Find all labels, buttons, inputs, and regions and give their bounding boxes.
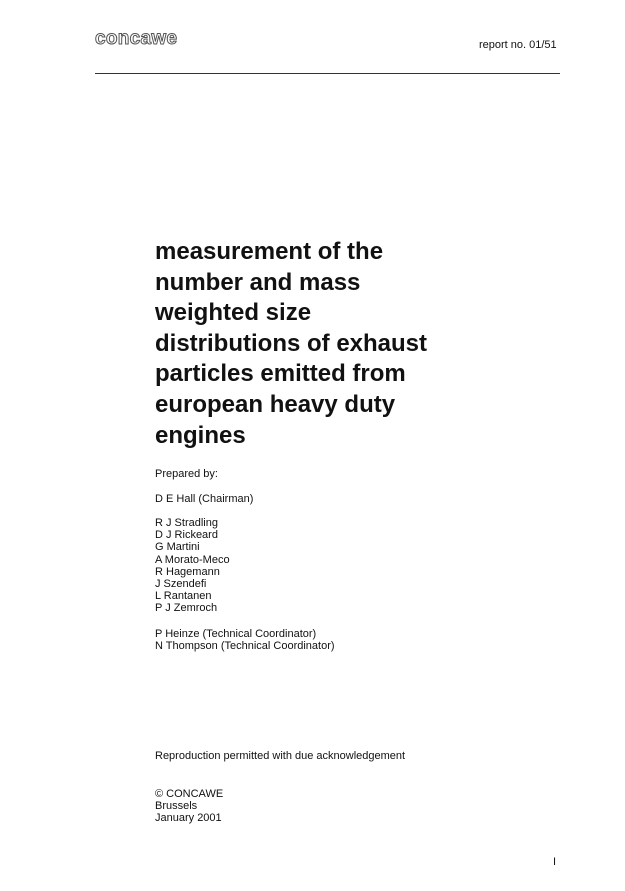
title-line: particles emitted from xyxy=(155,360,406,388)
coordinator-list xyxy=(155,628,335,652)
title-line: number and mass xyxy=(155,268,361,296)
author-name: L Rantanen xyxy=(155,590,212,603)
title-line: european heavy duty xyxy=(155,390,396,418)
coordinator-name: P Heinze (Technical Coordinator) xyxy=(155,628,317,640)
report-title xyxy=(155,237,485,451)
author-name: G Martini xyxy=(155,541,200,554)
concawe-logo: concawe xyxy=(95,28,178,49)
author-name: R Hagemann xyxy=(155,565,220,578)
reproduction-notice: Reproduction permitted with due acknowledgement xyxy=(155,750,406,762)
imprint-block xyxy=(155,788,223,825)
header-divider xyxy=(95,73,560,74)
author-name: J Szendefi xyxy=(155,578,207,591)
chairman-name: D E Hall (Chairman) xyxy=(155,493,254,505)
coordinator-name: N Thompson (Technical Coordinator) xyxy=(155,640,335,653)
title-line: weighted size xyxy=(155,299,312,327)
prepared-by-label: Prepared by: xyxy=(155,468,218,480)
author-list xyxy=(155,517,230,615)
city-line: Brussels xyxy=(155,800,198,813)
date-line: January 2001 xyxy=(155,812,222,825)
author-name: D J Rickeard xyxy=(155,529,218,542)
page-number: I xyxy=(553,856,557,868)
title-line: measurement of the xyxy=(155,238,384,265)
copyright-line: © CONCAWE xyxy=(155,788,224,800)
author-name: P J Zemroch xyxy=(155,602,218,615)
title-line: engines xyxy=(155,421,246,449)
author-name: A Morato-Meco xyxy=(155,553,230,566)
report-number: report no. 01/51 xyxy=(479,39,557,51)
title-line: distributions of exhaust xyxy=(155,329,428,357)
author-name: R J Stradling xyxy=(155,517,218,529)
